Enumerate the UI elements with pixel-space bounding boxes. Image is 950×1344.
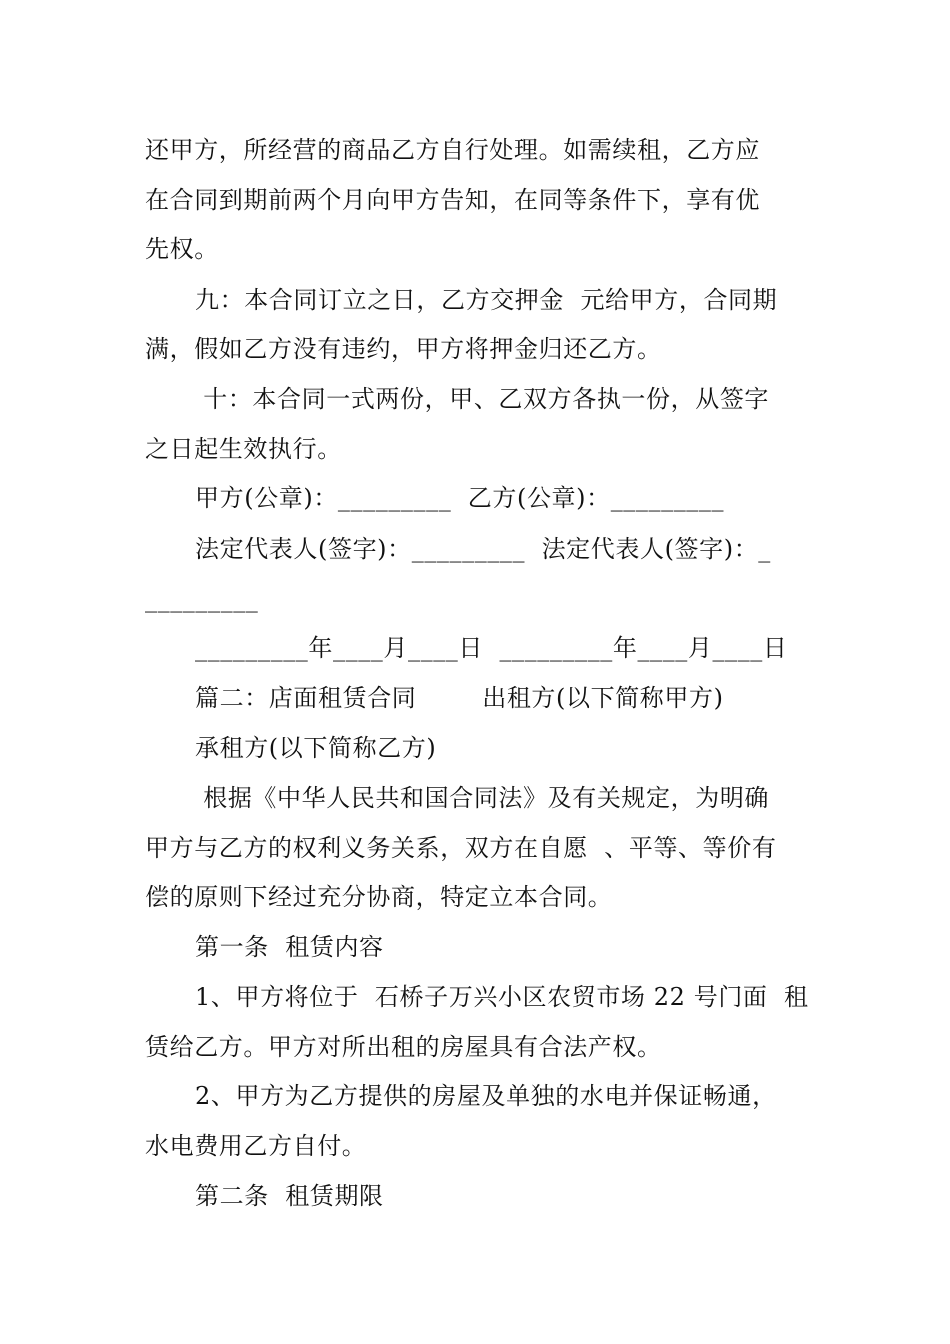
text-line: 2、甲方为乙方提供的房屋及单独的水电并保证畅通， <box>195 1082 777 1110</box>
text-line: 之日起生效执行。 <box>145 435 342 463</box>
signature-line-seal: 甲方(公章)：_________ 乙方(公章)：_________ <box>195 484 725 512</box>
text-line: 九：本合同订立之日，乙方交押金 元给甲方，合同期 <box>195 286 778 314</box>
text-line: 还甲方，所经营的商品乙方自行处理。如需续租，乙方应 <box>145 136 760 164</box>
text-line: 偿的原则下经过充分协商，特定立本合同。 <box>145 883 613 911</box>
signature-line-continued: _________ <box>145 585 259 613</box>
date-line: _________年____月____日 _________年____月____日 <box>195 634 788 662</box>
text-line: 赁给乙方。甲方对所出租的房屋具有合法产权。 <box>145 1033 662 1061</box>
text-line: 水电费用乙方自付。 <box>145 1132 367 1160</box>
text-line: 承租方(以下简称乙方) <box>195 734 437 762</box>
text-line: 根据《中华人民共和国合同法》及有关规定，为明确 <box>195 784 770 812</box>
text-line: 甲方与乙方的权利义务关系，双方在自愿 、平等、等价有 <box>145 834 777 862</box>
text-line: 十：本合同一式两份，甲、乙双方各执一份，从签字 <box>195 385 770 413</box>
text-line: 满，假如乙方没有违约，甲方将押金归还乙方。 <box>145 335 662 363</box>
signature-line-representative: 法定代表人(签字)：_________ 法定代表人(签字)：_ <box>195 535 771 563</box>
section-title: 篇二：店面租赁合同 出租方(以下简称甲方) <box>195 684 724 712</box>
text-line: 在合同到期前两个月向甲方告知，在同等条件下，享有优 <box>145 186 760 214</box>
text-line: 1、甲方将位于 石桥子万兴小区农贸市场 22 号门面 租 <box>195 983 809 1011</box>
article-heading: 第一条 租赁内容 <box>195 933 384 961</box>
article-heading: 第二条 租赁期限 <box>195 1182 384 1210</box>
text-line: 先权。 <box>145 235 219 263</box>
